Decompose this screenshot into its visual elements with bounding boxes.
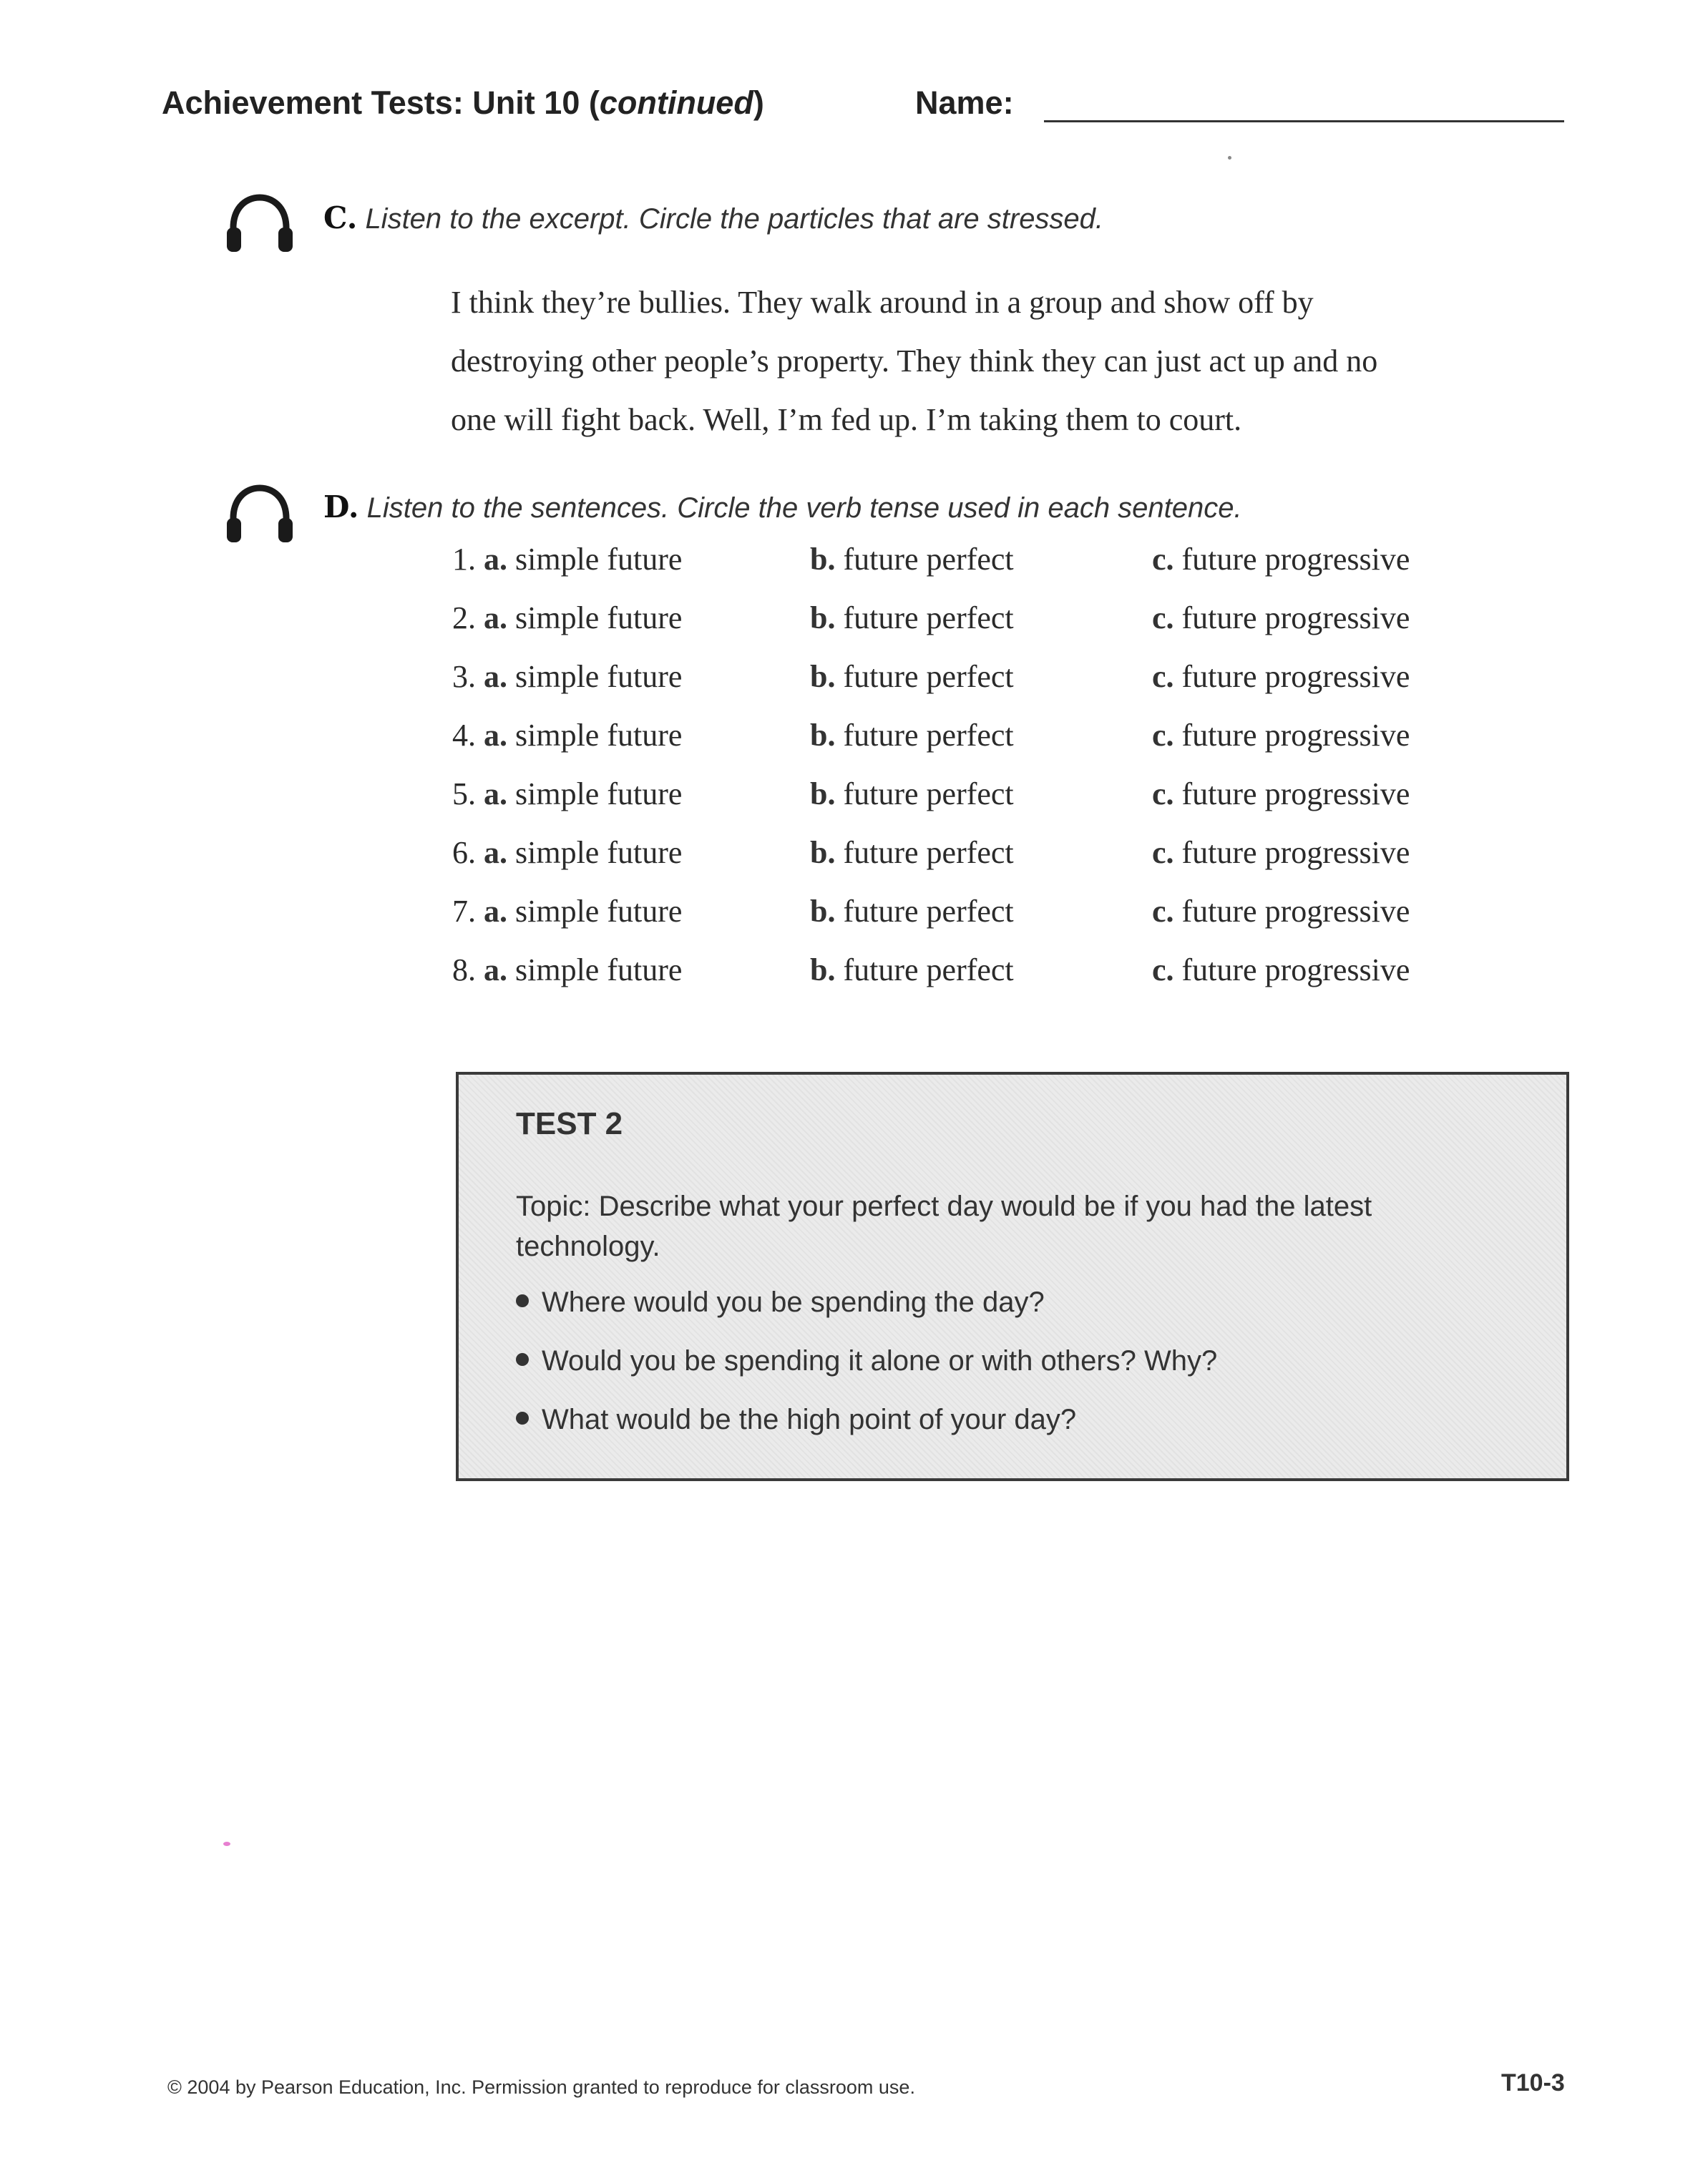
option-c[interactable]: future progressive xyxy=(1181,718,1410,753)
copyright-notice: © 2004 by Pearson Education, Inc. Permission granted to reproduce for classroom use. xyxy=(167,2076,915,2098)
section-c-heading xyxy=(323,200,1103,235)
scan-mark xyxy=(223,1842,230,1846)
option-a[interactable]: simple future xyxy=(515,659,683,694)
option-a[interactable]: simple future xyxy=(515,542,683,577)
excerpt-line: destroying other people’s property. They think they can just act up and no xyxy=(451,343,1378,379)
option-b-label[interactable]: b. xyxy=(810,776,836,811)
answer-row xyxy=(452,952,1554,1010)
item-number: 2. xyxy=(452,600,476,635)
page-title xyxy=(162,84,764,122)
answer-row xyxy=(452,600,1554,658)
answer-row xyxy=(452,834,1554,893)
option-a-label[interactable]: a. xyxy=(484,542,507,577)
option-c[interactable]: future progressive xyxy=(1181,776,1410,811)
answer-list xyxy=(452,541,1554,1010)
list-item xyxy=(516,1286,1217,1345)
answer-row xyxy=(452,541,1554,600)
answer-row xyxy=(452,776,1554,834)
bullet-icon xyxy=(516,1294,529,1307)
option-c-label[interactable]: c. xyxy=(1152,659,1174,694)
option-b-label[interactable]: b. xyxy=(810,894,836,929)
option-c[interactable]: future progressive xyxy=(1181,894,1410,929)
option-a[interactable]: simple future xyxy=(515,718,683,753)
excerpt-line: I think they’re bullies. They walk around in a group and show off by xyxy=(451,285,1314,320)
option-c-label[interactable]: c. xyxy=(1152,600,1174,635)
headphones-icon xyxy=(224,484,296,545)
list-item xyxy=(516,1404,1217,1463)
option-c[interactable]: future progressive xyxy=(1181,835,1410,870)
option-b-label[interactable]: b. xyxy=(810,600,836,635)
option-c[interactable]: future progressive xyxy=(1181,952,1410,987)
page-header xyxy=(162,84,1564,142)
option-b[interactable]: future perfect xyxy=(843,718,1014,753)
option-a[interactable]: simple future xyxy=(515,894,683,929)
item-number: 7. xyxy=(452,894,476,929)
option-b[interactable]: future perfect xyxy=(843,894,1014,929)
headphones-icon xyxy=(224,193,296,255)
excerpt-passage xyxy=(451,273,1524,449)
option-a[interactable]: simple future xyxy=(515,835,683,870)
item-number: 1. xyxy=(452,542,476,577)
option-a-label[interactable]: a. xyxy=(484,835,507,870)
option-b[interactable]: future perfect xyxy=(843,835,1014,870)
option-c-label[interactable]: c. xyxy=(1152,776,1174,811)
bullet-icon xyxy=(516,1353,529,1366)
option-a-label[interactable]: a. xyxy=(484,776,507,811)
page-number: T10-3 xyxy=(1501,2069,1565,2096)
option-c[interactable]: future progressive xyxy=(1181,659,1410,694)
section-d-heading xyxy=(323,489,1242,524)
option-b[interactable]: future perfect xyxy=(843,542,1014,577)
item-number: 8. xyxy=(452,952,476,987)
option-b-label[interactable]: b. xyxy=(810,952,836,987)
option-b[interactable]: future perfect xyxy=(843,600,1014,635)
option-a-label[interactable]: a. xyxy=(484,952,507,987)
option-a[interactable]: simple future xyxy=(515,600,683,635)
option-c-label[interactable]: c. xyxy=(1152,894,1174,929)
section-c-instruction: Listen to the excerpt. Circle the particles that are stressed. xyxy=(365,203,1104,235)
scan-mark xyxy=(1228,156,1231,160)
option-c-label[interactable]: c. xyxy=(1152,952,1174,987)
section-d-letter: D. xyxy=(323,489,359,524)
page-title-main: Achievement Tests: Unit 10 ( xyxy=(162,84,600,121)
option-b-label[interactable]: b. xyxy=(810,659,836,694)
test-2-title: TEST 2 xyxy=(516,1106,623,1141)
option-a-label[interactable]: a. xyxy=(484,659,507,694)
option-b-label[interactable]: b. xyxy=(810,718,836,753)
page-title-close: ) xyxy=(753,84,764,121)
item-number: 4. xyxy=(452,718,476,753)
answer-row xyxy=(452,717,1554,776)
answer-row xyxy=(452,893,1554,952)
option-c-label[interactable]: c. xyxy=(1152,542,1174,577)
section-c-letter: C. xyxy=(323,200,358,235)
test-2-bullet-list xyxy=(516,1286,1217,1463)
option-a-label[interactable]: a. xyxy=(484,718,507,753)
bullet-text: Would you be spending it alone or with others? Why? xyxy=(542,1345,1218,1377)
option-a-label[interactable]: a. xyxy=(484,894,507,929)
bullet-text: Where would you be spending the day? xyxy=(542,1286,1045,1318)
excerpt-line: one will fight back. Well, I’m fed up. I’m taking them to court. xyxy=(451,402,1242,437)
option-c-label[interactable]: c. xyxy=(1152,835,1174,870)
option-a-label[interactable]: a. xyxy=(484,600,507,635)
option-b[interactable]: future perfect xyxy=(843,659,1014,694)
bullet-text: What would be the high point of your day? xyxy=(542,1404,1077,1435)
option-b[interactable]: future perfect xyxy=(843,952,1014,987)
option-a[interactable]: simple future xyxy=(515,776,683,811)
option-c-label[interactable]: c. xyxy=(1152,718,1174,753)
test-2-topic: Topic: Describe what your perfect day would be if you had the latest technology. xyxy=(516,1191,1372,1262)
option-a[interactable]: simple future xyxy=(515,952,683,987)
page-title-continued: continued xyxy=(599,84,753,121)
option-b-label[interactable]: b. xyxy=(810,835,836,870)
item-number: 5. xyxy=(452,776,476,811)
option-b-label[interactable]: b. xyxy=(810,542,836,577)
item-number: 6. xyxy=(452,835,476,870)
option-b[interactable]: future perfect xyxy=(843,776,1014,811)
option-c[interactable]: future progressive xyxy=(1181,542,1410,577)
answer-row xyxy=(452,658,1554,717)
bullet-icon xyxy=(516,1412,529,1425)
test-2-box xyxy=(456,1072,1569,1481)
list-item xyxy=(516,1345,1217,1404)
name-label: Name: xyxy=(915,84,1014,121)
option-c[interactable]: future progressive xyxy=(1181,600,1410,635)
item-number: 3. xyxy=(452,659,476,694)
name-field-line[interactable] xyxy=(1044,120,1564,122)
section-d-instruction: Listen to the sentences. Circle the verb tense used in each sentence. xyxy=(366,492,1242,524)
